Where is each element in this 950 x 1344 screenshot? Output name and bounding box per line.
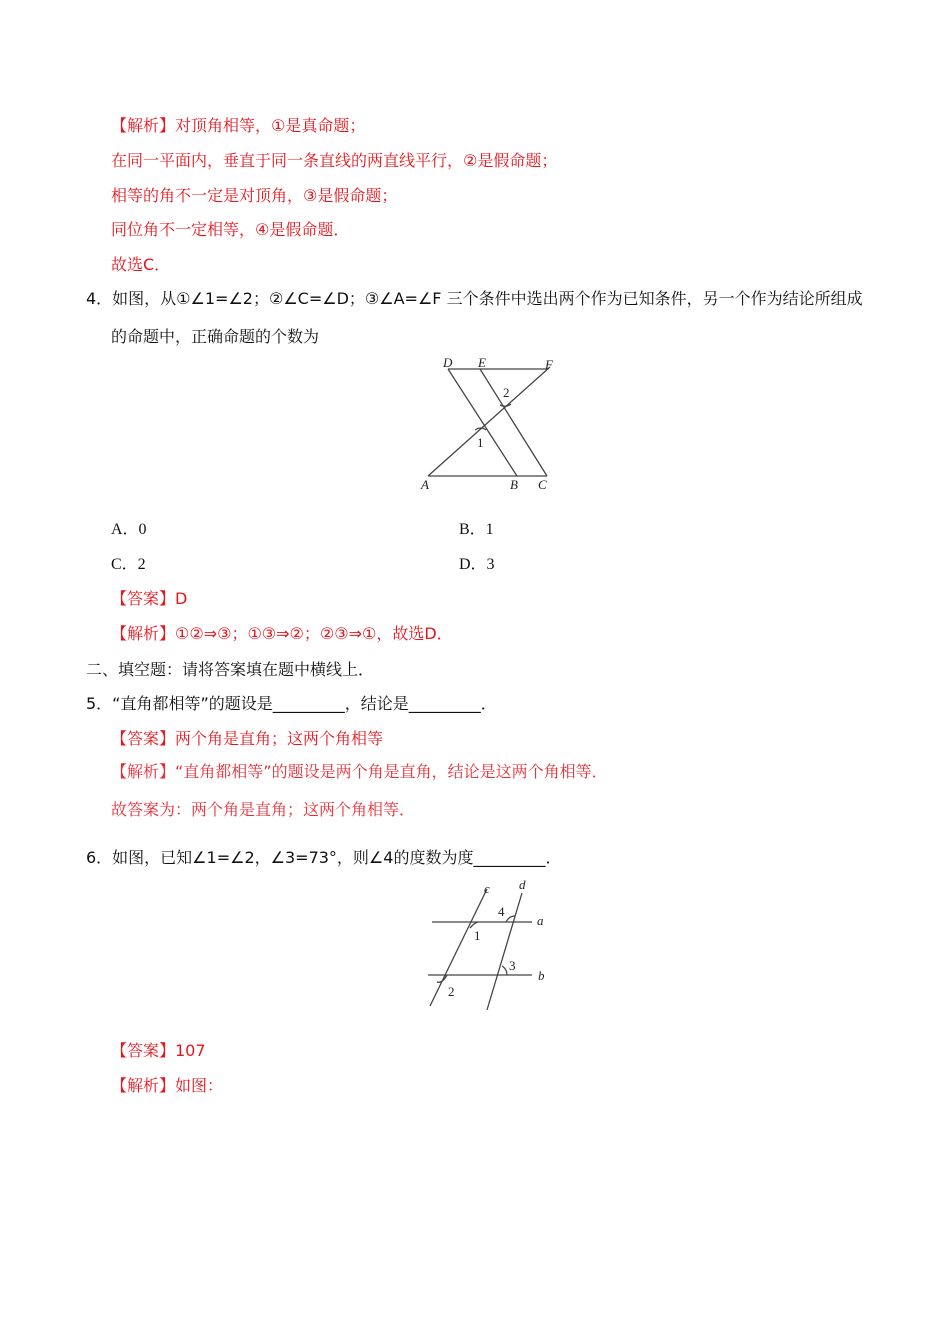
label-angle-3: 3 xyxy=(509,958,516,973)
q3-analysis-line: 在同一平面内，垂直于同一条直线的两直线平行，②是假命题； xyxy=(111,151,558,170)
q4-answer: 【答案】D xyxy=(111,589,188,608)
q3-analysis-line: 【解析】对顶角相等，①是真命题； xyxy=(111,116,366,135)
option-a: A．0 xyxy=(111,521,147,538)
option-b: B．1 xyxy=(459,521,494,538)
q5-final: 故答案为：两个角是直角；这两个角相等． xyxy=(111,800,416,819)
q3-analysis-line: 相等的角不一定是对顶角，③是假命题； xyxy=(111,186,398,205)
q6-analysis: 【解析】如图： xyxy=(111,1076,224,1095)
option-c: C．2 xyxy=(111,556,146,573)
q5-question: 5．“直角都相等”的题设是_________，结论是_________． xyxy=(86,694,497,713)
q5-answer: 【答案】两个角是直角；这两个角相等 xyxy=(111,729,384,748)
label-line-b: b xyxy=(538,968,545,983)
label-E: E xyxy=(478,355,486,370)
label-F: F xyxy=(545,357,553,372)
label-B: B xyxy=(510,477,518,492)
q6-question: 6．如图，已知∠1=∠2，∠3=73°，则∠4的度数为度_________． xyxy=(86,848,562,867)
q4-question-cont: 的命题中，正确命题的个数为 xyxy=(111,327,320,346)
q3-analysis-line: 同位角不一定相等，④是假命题． xyxy=(111,220,350,239)
q4-question: 4．如图，从①∠1=∠2；②∠C=∠D；③∠A=∠F 三个条件中选出两个作为已知条件，另一个作为结论所组成 xyxy=(86,289,863,308)
q5-analysis: 【解析】“直角都相等”的题设是两个角是直角，结论是这两个角相等． xyxy=(111,762,608,781)
q4-analysis: 【解析】①②⇒③；①③⇒②；②③⇒①，故选D． xyxy=(111,624,453,643)
label-angle-1: 1 xyxy=(477,435,484,450)
q6-answer: 【答案】107 xyxy=(111,1041,206,1060)
label-D: D xyxy=(443,355,453,370)
label-C: C xyxy=(538,477,547,492)
label-line-a: a xyxy=(537,913,544,928)
label-angle-2: 2 xyxy=(503,385,510,400)
q3-analysis-line: 故选C． xyxy=(111,255,171,274)
label-angle-4: 4 xyxy=(498,904,505,919)
label-A: A xyxy=(421,477,429,492)
option-d: D．3 xyxy=(459,556,495,573)
label-angle-2: 2 xyxy=(448,984,455,999)
label-angle-1: 1 xyxy=(474,928,481,943)
label-line-d: d xyxy=(519,877,526,892)
label-line-c: c xyxy=(484,881,490,896)
section-heading: 二、填空题：请将答案填在题中横线上． xyxy=(86,660,375,679)
